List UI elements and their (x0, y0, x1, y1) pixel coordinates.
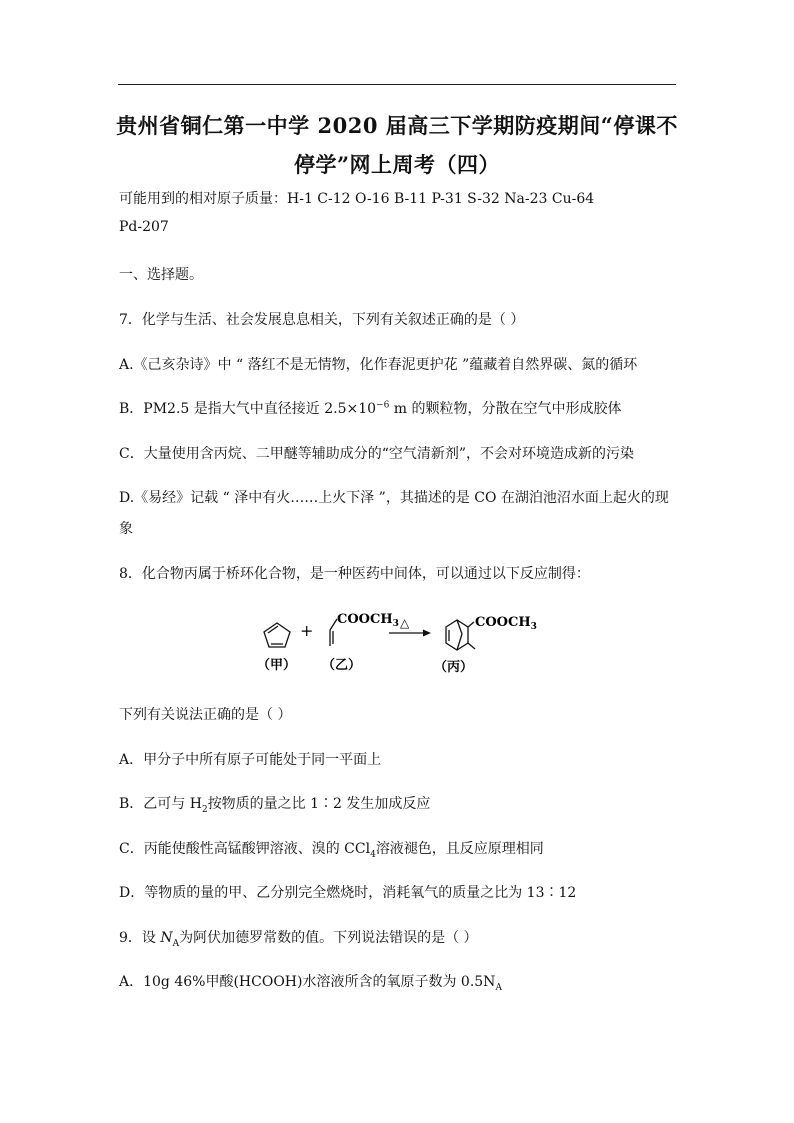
q7-option-d-line-1: D.《易经》记载 “ 泽中有火……上火下泽 ”，其描述的是 CO 在湖泊池沼水面上起火的现 (119, 490, 669, 506)
q9-stem (119, 927, 478, 949)
section-heading: 一、选择题。 (119, 267, 203, 283)
q7-option-b (119, 398, 622, 418)
q8-prompt: 下列有关说法正确的是（ ） (119, 707, 292, 723)
q7-option-c: C．大量使用含丙烷、二甲醚等辅助成分的“空气清新剂”，不会对环境造成新的污染 (119, 446, 635, 462)
q9-option-a (119, 971, 502, 993)
q8-option-c (119, 838, 544, 860)
q8-option-c-text: C．丙能使酸性高锰酸钾溶液、溴的 CCl (119, 841, 371, 857)
q9-option-a-text: A．10g 46%甲酸(HCOOH)水溶液所含的氧原子数为 0.5N (119, 974, 496, 990)
q8-option-b-text: B．乙可与 H (119, 796, 202, 812)
q8-option-c-text-end: 溶液褪色，且反应原理相同 (375, 841, 544, 857)
page-title-line-2: 停学”网上周考（四） (293, 152, 501, 177)
q8-option-c-subscript: 4 (370, 849, 376, 860)
header-rule (118, 84, 676, 85)
label-jia: （甲） (257, 658, 297, 673)
reaction-scheme (250, 606, 550, 678)
q9-avogadro-subscript: A (172, 938, 180, 949)
product-ester-subscript: 3 (530, 622, 537, 632)
q7-option-b-text: B．PM2.5 是指大气中直径接近 2.5×10 (119, 401, 377, 417)
q9-stem-text-end: 为阿伏加德罗常数的值。下列说法错误的是（ ） (179, 930, 478, 946)
reactant-ester-label (337, 612, 399, 629)
q8-option-b-subscript: 2 (201, 804, 208, 815)
q7-option-a: A.《己亥杂诗》中 “ 落红不是无情物，化作春泥更护花 ”蕴藏着自然界碳、氮的循环 (119, 357, 638, 373)
label-yi: （乙） (322, 658, 362, 673)
product-ester-label (475, 615, 537, 632)
q8-option-a: A．甲分子中所有原子可能处于同一平面上 (119, 752, 382, 768)
q8-option-b-text-end: 按物质的量之比 1∶2 发生加成反应 (207, 796, 431, 812)
reaction-plus-sign: + (300, 621, 314, 640)
q9-avogadro-symbol: N (160, 930, 173, 946)
bicyclic-product-structure (446, 620, 475, 650)
page-title-line-1: 贵州省铜仁第一中学 2020 届高三下学期防疫期间“停课不 (116, 113, 678, 138)
q7-option-b-text-end: m 的颗粒物，分散在空气中形成胶体 (389, 401, 622, 417)
q8-stem: 8．化合物丙属于桥环化合物，是一种医药中间体，可以通过以下反应制得： (119, 566, 590, 582)
q8-option-d: D．等物质的量的甲、乙分别完全燃烧时，消耗氧气的质量之比为 13∶12 (119, 885, 577, 901)
atomic-masses-line-1: 可能用到的相对原子质量：H-1 C-12 O-16 B-11 P-31 S-32 Na-23 Cu-64 (119, 191, 595, 207)
atomic-masses-line-2: Pd-207 (119, 219, 169, 235)
methyl-acrylate-structure (330, 619, 337, 646)
label-bing: （丙） (434, 660, 474, 675)
cyclopentadiene-structure (264, 623, 290, 647)
q9-stem-text: 9．设 (119, 930, 161, 946)
heat-symbol: △ (400, 616, 410, 630)
q9-option-a-subscript: A (495, 982, 502, 993)
q7-stem: 7．化学与生活、社会发展息息相关，下列有关叙述正确的是（ ） (119, 312, 525, 328)
q7-option-d-line-2: 象 (119, 521, 133, 537)
reactant-ester-subscript: 3 (392, 619, 399, 629)
reaction-arrow (389, 630, 431, 637)
reactant-ester-text: COOCH (337, 612, 393, 627)
q8-option-b (119, 793, 430, 815)
q7-option-b-exponent: −6 (376, 400, 390, 411)
product-ester-text: COOCH (475, 615, 531, 630)
